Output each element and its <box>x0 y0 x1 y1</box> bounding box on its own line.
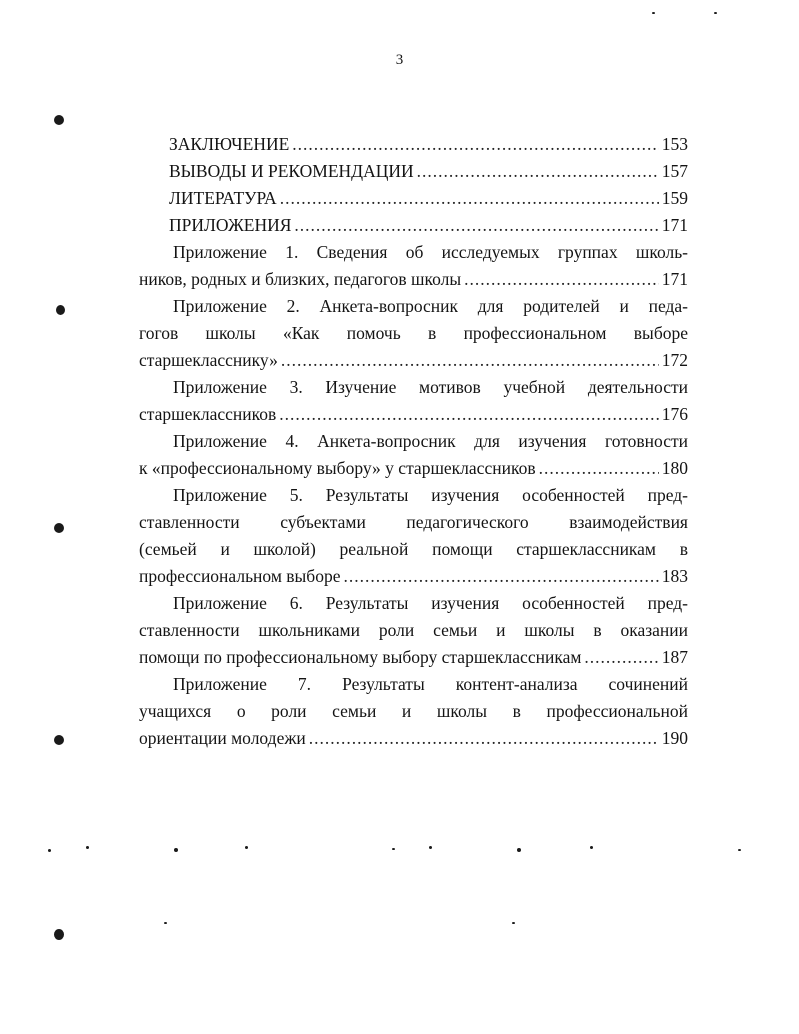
toc-entry-conclusions-recommendations[interactable] <box>139 158 688 185</box>
scan-speck <box>652 12 655 14</box>
toc-entry-line: гогов школы «Как помочь в профессиональном выборе <box>139 323 688 343</box>
dot-leader <box>309 725 659 752</box>
scan-blot <box>54 523 64 533</box>
dot-leader <box>539 455 659 482</box>
page-number: 3 <box>395 52 404 68</box>
toc-entry-page: 171 <box>661 215 688 235</box>
toc-entry-page: 159 <box>661 188 688 208</box>
toc-entry-line: (семьей и школой) реальной помощи старшеклассникам в <box>139 539 688 559</box>
toc-entry-title: профессиональном выборе <box>139 566 341 586</box>
toc-entry-title: ВЫВОДЫ И РЕКОМЕНДАЦИИ <box>169 161 414 181</box>
toc-entry-title: ЗАКЛЮЧЕНИЕ <box>169 134 290 154</box>
toc-entry-last-line <box>139 347 688 374</box>
toc-entry-line: Приложение 4. Анкета-вопросник для изучения готовности <box>173 431 688 451</box>
scan-speck <box>48 849 51 852</box>
scan-speck <box>517 848 521 852</box>
table-of-contents <box>139 131 688 752</box>
toc-entry-last-line <box>139 455 688 482</box>
toc-entry-title: старшекласснику» <box>139 350 278 370</box>
toc-entry-page: 183 <box>661 566 688 586</box>
dot-leader <box>280 185 659 212</box>
toc-entry-title: ЛИТЕРАТУРА <box>169 188 277 208</box>
toc-entry-appendix-4[interactable] <box>139 428 688 482</box>
dot-leader <box>464 266 659 293</box>
toc-entry-title: помощи по профессиональному выбору старшеклассникам <box>139 647 582 667</box>
scan-speck <box>429 846 432 849</box>
toc-entry-page: 172 <box>661 350 688 370</box>
toc-entry-line: ставленности школьниками роли семьи и школы в оказании <box>139 620 688 640</box>
toc-entry-appendix-1[interactable] <box>139 239 688 293</box>
scan-speck <box>86 846 89 849</box>
scan-speck <box>392 848 395 850</box>
toc-entry-last-line <box>139 644 688 671</box>
scan-speck <box>738 849 741 851</box>
toc-entry-line: Приложение 3. Изучение мотивов учебной деятельности <box>173 377 688 397</box>
scan-blot <box>54 735 64 745</box>
scan-blot <box>56 305 65 315</box>
toc-entry-page: 157 <box>661 161 688 181</box>
scan-speck <box>590 846 593 849</box>
toc-entry-appendix-7[interactable] <box>139 671 688 752</box>
dot-leader <box>279 401 658 428</box>
toc-entry-appendix-3[interactable] <box>139 374 688 428</box>
toc-entry-title: ориентации молодежи <box>139 728 306 748</box>
toc-entry-page: 180 <box>661 458 688 478</box>
toc-entry-line: Приложение 2. Анкета-вопросник для родителей и педа- <box>173 296 688 316</box>
toc-entry-page: 187 <box>661 647 688 667</box>
dot-leader <box>584 644 658 671</box>
toc-entry-last-line <box>139 563 688 590</box>
toc-entry-appendix-6[interactable] <box>139 590 688 671</box>
toc-entry-last-line <box>139 725 688 752</box>
toc-entry-literature[interactable] <box>139 185 688 212</box>
toc-entry-line: Приложение 6. Результаты изучения особенностей пред- <box>173 593 688 613</box>
scan-blot <box>54 929 64 940</box>
dot-leader <box>294 212 658 239</box>
toc-entry-conclusion[interactable] <box>139 131 688 158</box>
dot-leader <box>281 347 659 374</box>
toc-entry-page: 190 <box>661 728 688 748</box>
toc-entry-appendix-5[interactable] <box>139 482 688 590</box>
toc-entry-title: к «профессиональному выбору» у старшеклассников <box>139 458 536 478</box>
scan-speck <box>174 848 178 852</box>
toc-entry-line: Приложение 7. Результаты контент-анализа сочинений <box>173 674 688 694</box>
dot-leader <box>343 563 658 590</box>
toc-entry-title: старшеклассников <box>139 404 277 424</box>
scan-blot <box>54 115 64 125</box>
toc-entry-last-line <box>139 266 688 293</box>
toc-entry-line: Приложение 1. Сведения об исследуемых группах школь- <box>173 242 688 262</box>
toc-entry-last-line <box>139 401 688 428</box>
toc-entry-page: 153 <box>661 134 688 154</box>
toc-entry-appendix-2[interactable] <box>139 293 688 374</box>
toc-entry-line: ставленности субъектами педагогического взаимодействия <box>139 512 688 532</box>
toc-entry-title: ПРИЛОЖЕНИЯ <box>169 215 292 235</box>
scan-speck <box>512 922 515 924</box>
toc-entry-page: 176 <box>661 404 688 424</box>
scan-speck <box>164 922 167 924</box>
toc-entry-appendices[interactable] <box>139 212 688 239</box>
toc-entry-line: учащихся о роли семьи и школы в профессиональной <box>139 701 688 721</box>
dot-leader <box>292 131 658 158</box>
scan-speck <box>245 846 248 849</box>
toc-entry-title: ников, родных и близких, педагогов школы <box>139 269 462 289</box>
scan-speck <box>714 12 717 14</box>
dot-leader <box>417 158 659 185</box>
toc-entry-line: Приложение 5. Результаты изучения особенностей пред- <box>173 485 688 505</box>
toc-entry-page: 171 <box>661 269 688 289</box>
